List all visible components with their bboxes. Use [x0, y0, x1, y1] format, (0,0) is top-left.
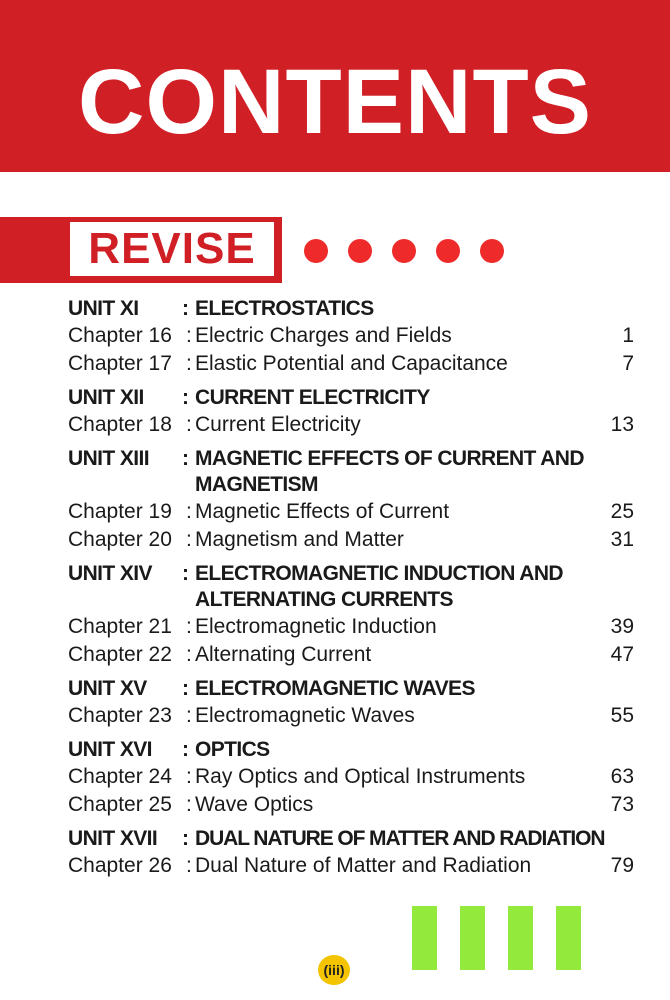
chapter-page: 7 — [622, 352, 634, 375]
unit-heading — [68, 446, 638, 498]
chapter-label: Chapter 20 — [68, 528, 172, 551]
chapter-label: Chapter 17 — [68, 352, 172, 375]
chapter-row — [68, 613, 638, 641]
decorative-green-bar — [460, 906, 485, 970]
chapter-page: 31 — [610, 528, 634, 551]
chapter-page: 39 — [610, 615, 634, 638]
unit-heading — [68, 296, 638, 322]
chapter-colon: : — [186, 643, 192, 666]
unit-label: UNIT XII — [68, 386, 144, 409]
chapter-page: 25 — [610, 500, 634, 523]
unit-title: ELECTROSTATICS — [195, 297, 374, 320]
unit-title: OPTICS — [195, 738, 270, 761]
unit-title: ELECTROMAGNETIC INDUCTION AND ALTERNATING CURRENTS — [195, 562, 563, 611]
chapter-colon: : — [186, 854, 192, 877]
chapter-page: 47 — [610, 643, 634, 666]
chapter-row — [68, 498, 638, 526]
chapter-title: Ray Optics and Optical Instruments — [195, 765, 526, 788]
chapter-colon: : — [186, 352, 192, 375]
chapter-title: Electromagnetic Waves — [195, 704, 415, 727]
chapter-row — [68, 702, 638, 730]
chapter-page: 79 — [610, 854, 634, 877]
decorative-green-bar — [412, 906, 437, 970]
chapter-colon: : — [186, 615, 192, 638]
unit-colon: : — [182, 827, 189, 850]
page-number-badge: (iii) — [318, 955, 350, 985]
table-of-contents — [68, 296, 638, 880]
unit-colon: : — [182, 297, 189, 320]
decorative-green-bar — [556, 906, 581, 970]
unit-title: MAGNETIC EFFECTS OF CURRENT AND MAGNETISM — [195, 447, 584, 496]
decorative-dot — [436, 239, 460, 263]
unit-title: ELECTROMAGNETIC WAVES — [195, 677, 475, 700]
chapter-row — [68, 791, 638, 819]
chapter-label: Chapter 16 — [68, 324, 172, 347]
unit-colon: : — [182, 677, 189, 700]
section-label: REVISE — [68, 220, 276, 278]
chapter-title: Magnetic Effects of Current — [195, 500, 450, 523]
chapter-colon: : — [186, 500, 192, 523]
chapter-page: 1 — [622, 324, 634, 347]
decorative-dot — [480, 239, 504, 263]
chapter-label: Chapter 18 — [68, 413, 172, 436]
chapter-title: Dual Nature of Matter and Radiation — [195, 854, 532, 877]
unit-colon: : — [182, 738, 189, 761]
chapter-row — [68, 350, 638, 378]
chapter-label: Chapter 21 — [68, 615, 172, 638]
chapter-page: 13 — [610, 413, 634, 436]
chapter-title: Electric Charges and Fields — [195, 324, 452, 347]
chapter-colon: : — [186, 765, 192, 788]
unit-label: UNIT XIV — [68, 562, 152, 585]
unit-heading — [68, 737, 638, 763]
chapter-label: Chapter 23 — [68, 704, 172, 727]
chapter-colon: : — [186, 528, 192, 551]
chapter-row — [68, 322, 638, 350]
chapter-row — [68, 411, 638, 439]
unit-colon: : — [182, 386, 189, 409]
page-title: CONTENTS — [78, 51, 592, 153]
unit-heading — [68, 561, 638, 613]
unit-label: UNIT XVII — [68, 827, 158, 850]
unit-label: UNIT XI — [68, 297, 139, 320]
chapter-row — [68, 852, 638, 880]
unit-label: UNIT XV — [68, 677, 147, 700]
unit-heading — [68, 385, 638, 411]
chapter-label: Chapter 24 — [68, 765, 172, 788]
unit-heading — [68, 676, 638, 702]
decorative-dot — [392, 239, 416, 263]
chapter-row — [68, 641, 638, 669]
decorative-dot — [348, 239, 372, 263]
unit-label: UNIT XVI — [68, 738, 152, 761]
chapter-colon: : — [186, 793, 192, 816]
chapter-title: Current Electricity — [195, 413, 361, 436]
chapter-row — [68, 763, 638, 791]
unit-colon: : — [182, 562, 189, 585]
chapter-page: 73 — [610, 793, 634, 816]
chapter-colon: : — [186, 413, 192, 436]
chapter-row — [68, 526, 638, 554]
chapter-title: Magnetism and Matter — [195, 528, 404, 551]
unit-title: CURRENT ELECTRICITY — [195, 386, 430, 409]
chapter-page: 63 — [610, 765, 634, 788]
chapter-title: Wave Optics — [195, 793, 314, 816]
decorative-dot — [304, 239, 328, 263]
unit-label: UNIT XIII — [68, 447, 149, 470]
decorative-green-bar — [508, 906, 533, 970]
chapter-label: Chapter 25 — [68, 793, 172, 816]
chapter-title: Electromagnetic Induction — [195, 615, 437, 638]
chapter-title: Elastic Potential and Capacitance — [195, 352, 508, 375]
unit-title: DUAL NATURE OF MATTER AND RADIATION — [195, 827, 605, 850]
chapter-label: Chapter 19 — [68, 500, 172, 523]
chapter-page: 55 — [610, 704, 634, 727]
chapter-title: Alternating Current — [195, 643, 372, 666]
chapter-colon: : — [186, 324, 192, 347]
chapter-colon: : — [186, 704, 192, 727]
unit-colon: : — [182, 447, 189, 470]
chapter-label: Chapter 26 — [68, 854, 172, 877]
unit-heading — [68, 826, 638, 852]
chapter-label: Chapter 22 — [68, 643, 172, 666]
